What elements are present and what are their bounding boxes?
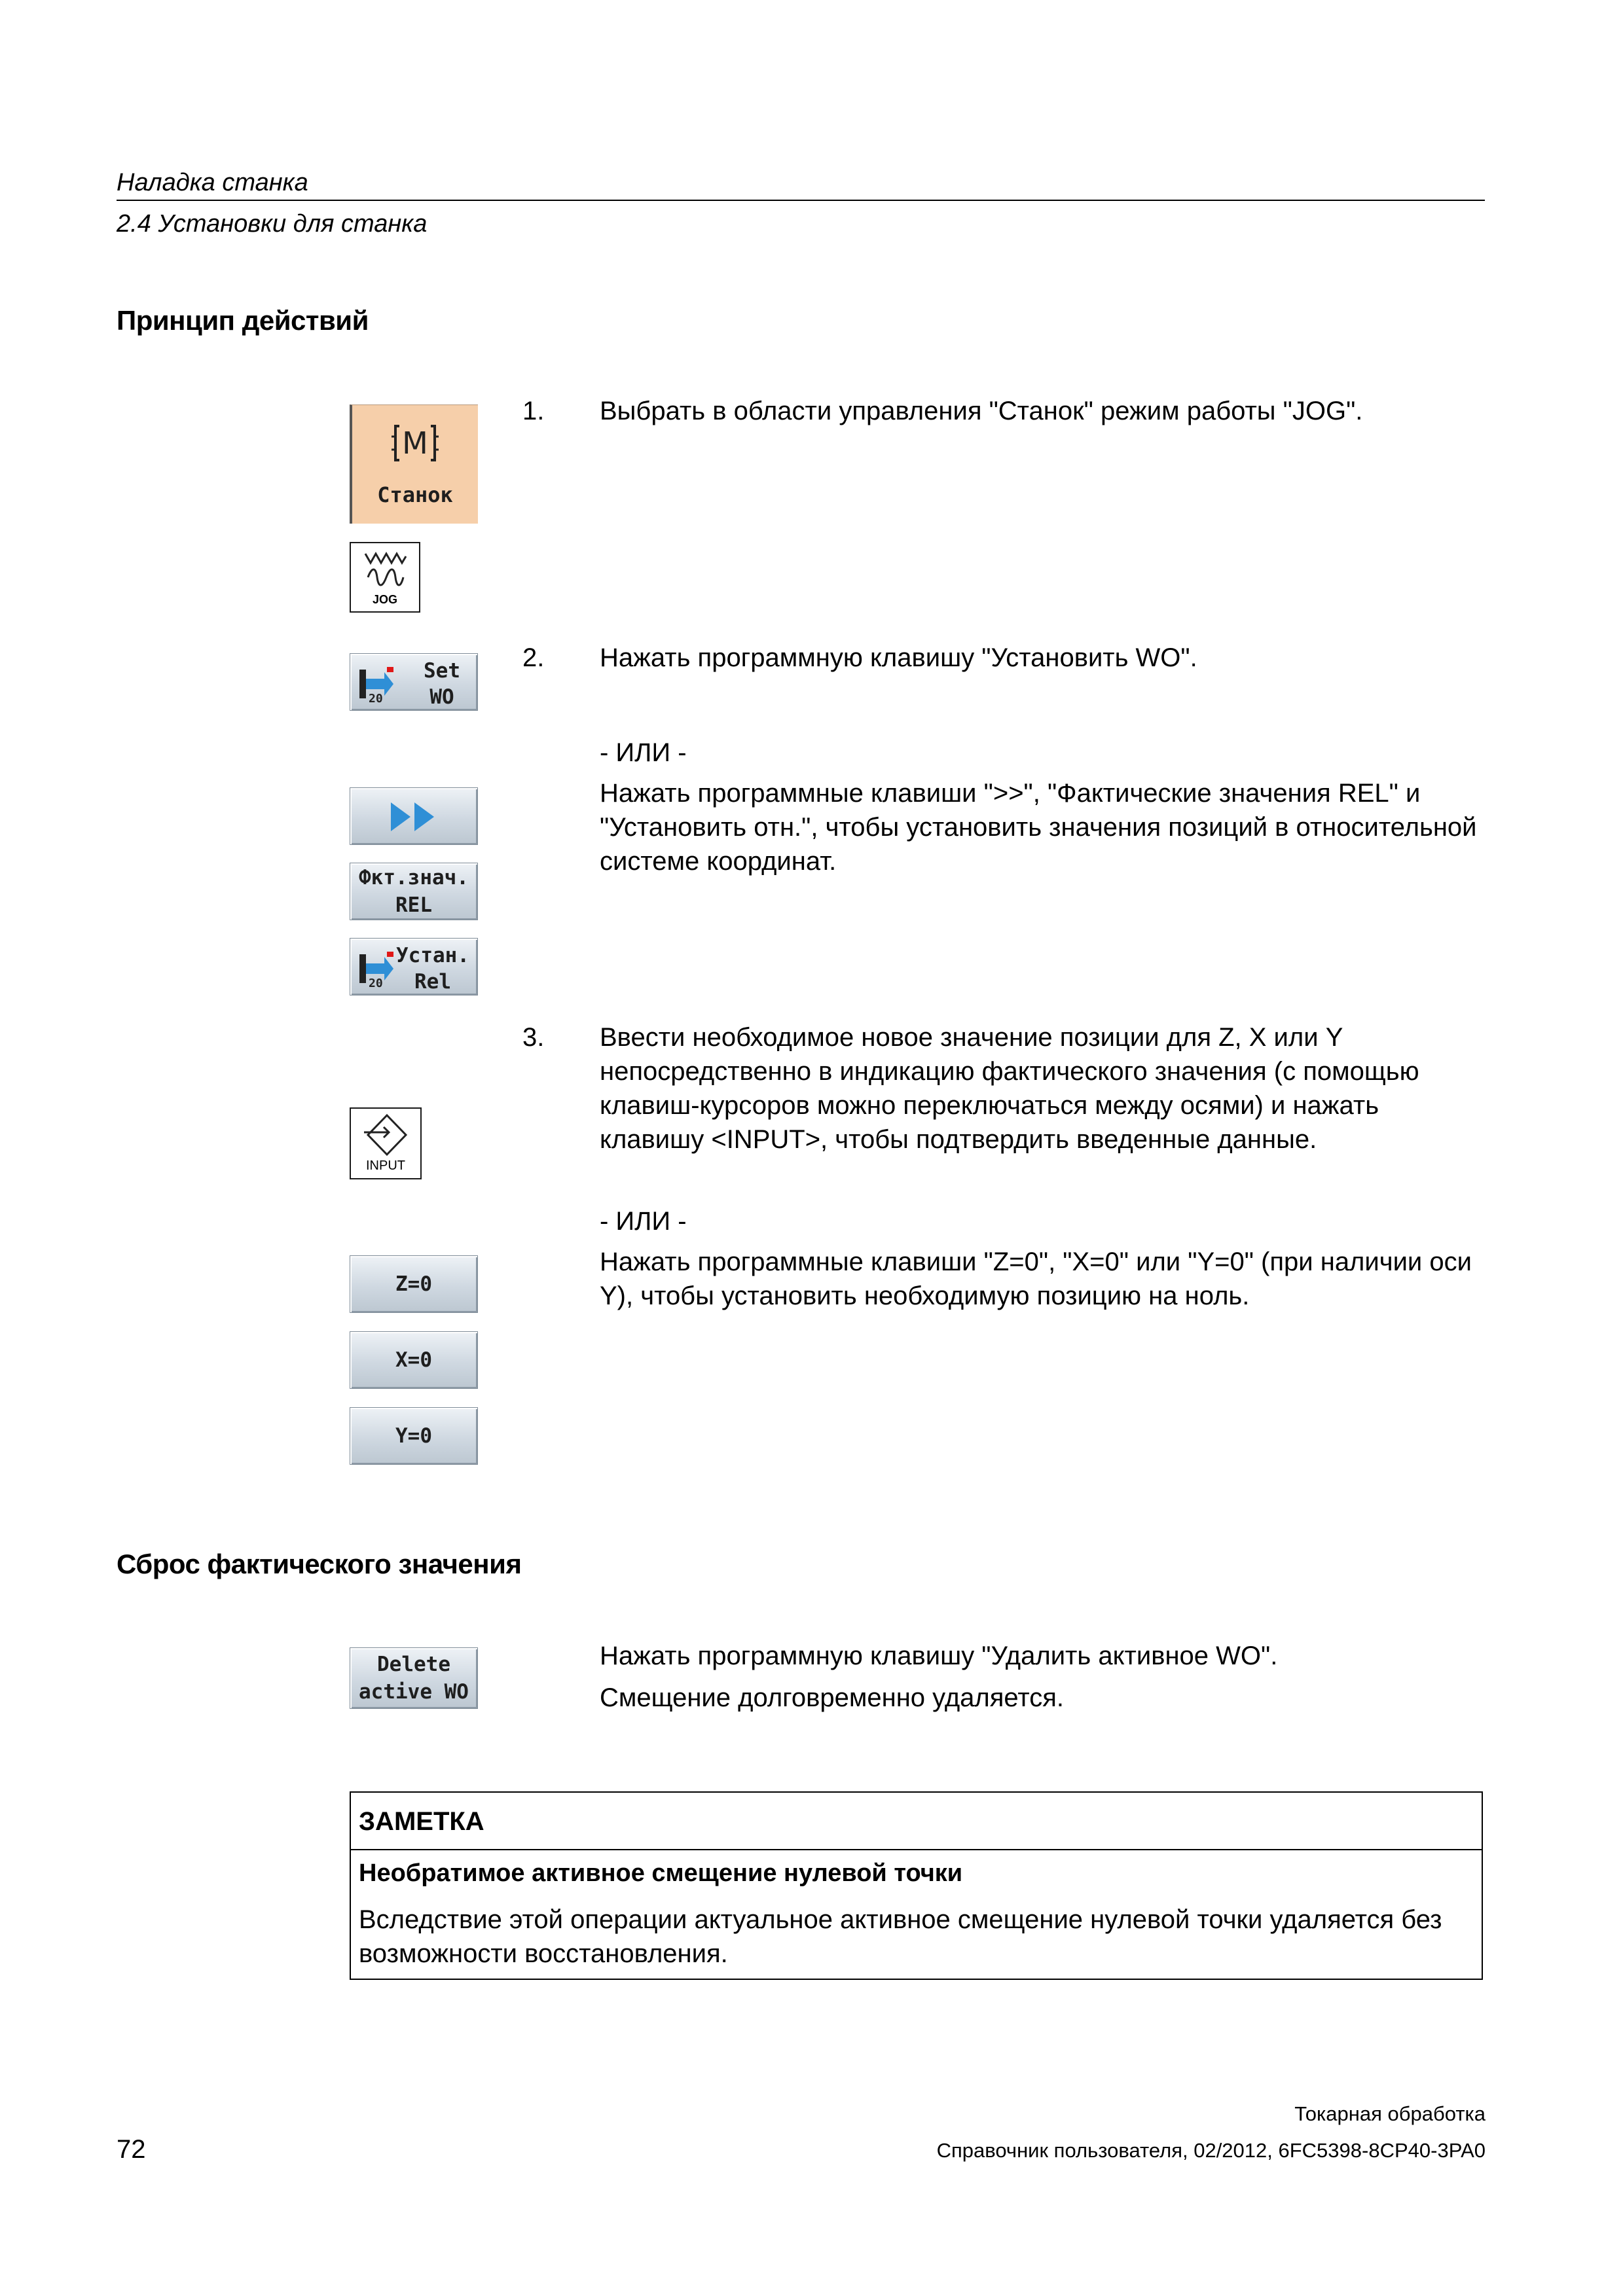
set-wo-label-line2: WO [429, 685, 454, 709]
reset-text-2: Смещение долговременно удаляется. [600, 1683, 1064, 1712]
section-heading-reset: Сброс фактического значения [117, 1549, 522, 1579]
set-rel-label-line2: Rel [414, 970, 451, 994]
input-key-label: INPUT [366, 1158, 405, 1173]
y-zero-softkey[interactable] [350, 1407, 478, 1465]
set-rel-small-number: 20 [369, 977, 383, 990]
set-wo-small-number: 20 [369, 692, 383, 705]
machine-key-label: Станок [377, 482, 453, 507]
alt-text-3: Нажать программные клавиши "Z=0", "X=0" или "Y=0" (при наличии оси Y), чтобы установить необходимую позицию на ноль. [600, 1247, 1472, 1310]
note-text: Вследствие этой операции актуальное активное смещение нулевой точки удаляется без возможности восстановления. [359, 1905, 1442, 1968]
machine-m-icon [389, 414, 441, 467]
delete-wo-label-line1: Delete [377, 1653, 450, 1676]
alt-text-2: Нажать программные клавиши ">>", "Фактические значения REL" и "Установить отн.", чтобы установить значения позиций в относительной системе координат. [600, 779, 1477, 876]
input-key[interactable] [350, 1107, 422, 1179]
step-text-3: Ввести необходимое новое значение позиции для Z, X или Y непосредственно в индикацию фактического значения (с помощью клавиш-курсоров можно переключаться между осями) и нажать клавишу <INPUT>, чтобы подтвердить введенные данные. [600, 1023, 1419, 1154]
footer-line1: Токарная обработка [1294, 2102, 1486, 2125]
jog-key[interactable] [350, 542, 420, 613]
machine-area-key[interactable] [350, 404, 478, 524]
machine-glyph: M [402, 425, 428, 461]
note-title: Необратимое активное смещение нулевой точки [359, 1859, 963, 1887]
x-zero-softkey[interactable] [350, 1331, 478, 1389]
input-enter-icon [364, 1113, 410, 1157]
page-number: 72 [117, 2135, 146, 2164]
x-zero-label: X=0 [395, 1348, 432, 1372]
section-heading-principle: Принцип действий [117, 305, 369, 336]
set-rel-label-line1: Устан. [396, 944, 469, 967]
z-zero-softkey[interactable] [350, 1255, 478, 1313]
footer-line2: Справочник пользователя, 02/2012, 6FC5398-8CP40-3PA0 [936, 2139, 1486, 2162]
next-softkey[interactable] [350, 787, 478, 845]
set-wo-softkey[interactable] [350, 653, 478, 711]
note-label: ЗАМЕТКА [359, 1807, 484, 1836]
step-number-2: 2. [522, 643, 545, 672]
step-text-2: Нажать программную клавишу "Установить WO". [600, 643, 1197, 672]
delete-wo-label-line2: active WO [359, 1680, 469, 1704]
reset-text-1: Нажать программную клавишу "Удалить активное WO". [600, 1641, 1278, 1670]
y-zero-label: Y=0 [395, 1424, 432, 1448]
actual-values-rel-softkey[interactable] [350, 863, 478, 920]
double-arrow-icon [388, 800, 441, 834]
step-number-1: 1. [522, 397, 545, 425]
or-label-2: - ИЛИ - [600, 1207, 687, 1236]
act-rel-label-line1: Фкт.знач. [359, 866, 469, 889]
jog-key-label: JOG [372, 593, 397, 606]
step-text-1: Выбрать в области управления "Станок" режим работы "JOG". [600, 397, 1363, 425]
chapter-title: Наладка станка [117, 169, 308, 196]
set-wo-icon [357, 663, 409, 705]
section-title: 2.4 Установки для станка [117, 210, 428, 238]
set-rel-softkey[interactable] [350, 938, 478, 996]
act-rel-label-line2: REL [395, 893, 432, 917]
header-rule [117, 200, 1485, 201]
or-label-1: - ИЛИ - [600, 738, 687, 767]
jog-wave-icon [361, 547, 410, 590]
note-separator [351, 1849, 1482, 1850]
set-wo-label-line1: Set [424, 659, 460, 683]
delete-active-wo-softkey[interactable] [350, 1647, 478, 1709]
z-zero-label: Z=0 [395, 1272, 432, 1296]
step-number-3: 3. [522, 1023, 545, 1052]
note-box [350, 1791, 1483, 1980]
